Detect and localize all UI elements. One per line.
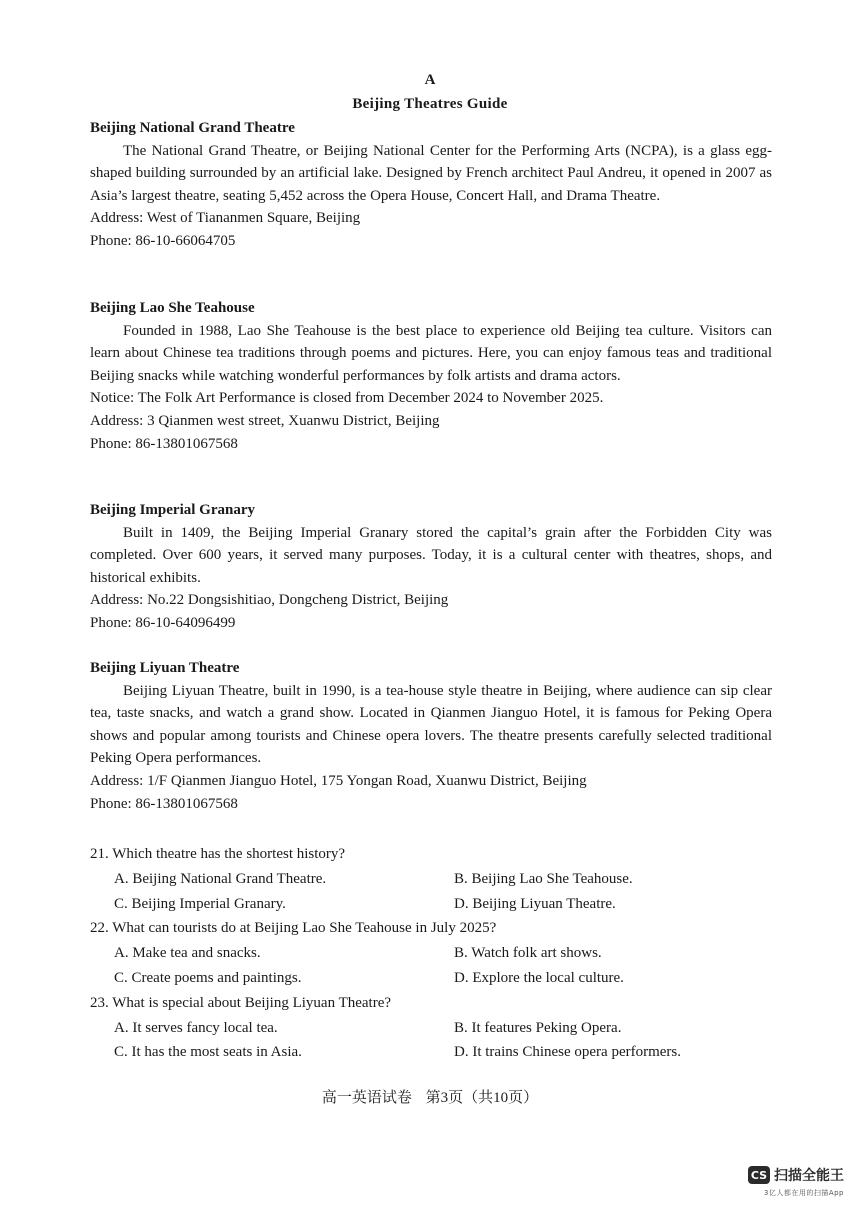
theatre-address: Address: No.22 Dongsishitiao, Dongcheng District, Beijing xyxy=(90,592,449,609)
option-d: D. It trains Chinese opera performers. xyxy=(454,1044,682,1061)
theatre-phone: Phone: 86-13801067568 xyxy=(90,795,238,812)
question-options xyxy=(90,941,790,991)
theatre-description: Beijing Liyuan Theatre, built in 1990, is a tea-house style theatre in Beijing, where audience can sip clear tea, taste snacks, and watch a grand show. Located in Qianmen Jianguo Hotel, it is famous for Peking Opera shows and popular among tourists and Chinese opera lovers. The theatre presents carefully selected traditional Peking Opera performances. xyxy=(90,682,772,767)
question-stem: 23. What is special about Beijing Liyuan Theatre? xyxy=(90,994,392,1011)
guide-title: Beijing Theatres Guide xyxy=(352,96,508,112)
theatre-phone: Phone: 86-13801067568 xyxy=(90,435,238,452)
option-c: C. Create poems and paintings. xyxy=(114,969,302,986)
theatre-name: Beijing Lao She Teahouse xyxy=(90,300,255,316)
option-d: D. Explore the local culture. xyxy=(454,969,624,986)
theatre-description: Built in 1409, the Beijing Imperial Granary stored the capital’s grain after the Forbidden City was completed. Over 600 years, it served many purposes. Today, it is a cultural center with theatres, shops, and historical exhibits. xyxy=(90,524,772,586)
page-footer xyxy=(0,1086,860,1107)
theatre-address: Address: 1/F Qianmen Jianguo Hotel, 175 Yongan Road, Xuanwu District, Beijing xyxy=(90,772,587,789)
theatre-entry-liyuan xyxy=(90,657,772,815)
theatre-entry-ncpa xyxy=(90,117,772,253)
option-b: B. Watch folk art shows. xyxy=(454,945,602,962)
option-a: A. It serves fancy local tea. xyxy=(114,1019,278,1036)
option-c: C. It has the most seats in Asia. xyxy=(114,1044,302,1061)
watermark-app-name: 扫描全能王 xyxy=(774,1168,844,1184)
question-options xyxy=(90,1016,790,1066)
page-number: 第3页（共10页） xyxy=(425,1090,539,1106)
question-options xyxy=(90,867,790,917)
theatre-name: Beijing Imperial Granary xyxy=(90,502,255,518)
theatre-phone: Phone: 86-10-66064705 xyxy=(90,232,236,249)
exam-name: 高一英语试卷 xyxy=(321,1090,412,1106)
camscanner-logo-icon: CS xyxy=(748,1166,770,1184)
section-letter: A xyxy=(424,72,436,88)
watermark-tagline: 3亿人都在用的扫描App xyxy=(763,1189,844,1197)
theatre-address: Address: 3 Qianmen west street, Xuanwu District, Beijing xyxy=(90,412,440,429)
question-stem: 22. What can tourists do at Beijing Lao She Teahouse in July 2025? xyxy=(90,920,497,937)
option-a: A. Make tea and snacks. xyxy=(114,945,261,962)
theatre-entry-granary xyxy=(90,499,772,635)
theatre-description: The National Grand Theatre, or Beijing National Center for the Performing Arts (NCPA), is a glass egg-shaped building surrounded by an artificial lake. Designed by French architect Paul Andreu, it opened in 2007 as Asia’s largest theatre, seating 5,452 across the Opera House, Concert Hall, and Drama Theatre. xyxy=(90,142,772,204)
theatre-name: Beijing Liyuan Theatre xyxy=(90,660,240,676)
question-list xyxy=(90,842,790,1065)
theatre-entry-lao-she xyxy=(90,297,772,455)
theatre-description: Founded in 1988, Lao She Teahouse is the best place to experience old Beijing tea culture. Visitors can learn about Chinese tea traditions through poems and pictures. Here, you can enjoy famous teas and traditional Beijing snacks while watching wonderful performances by folk artists and drama actors. xyxy=(90,322,772,384)
question-stem: 21. Which theatre has the shortest history? xyxy=(90,846,346,862)
theatre-name: Beijing National Grand Theatre xyxy=(90,120,295,136)
option-b: B. Beijing Lao She Teahouse. xyxy=(454,870,633,887)
option-d: D. Beijing Liyuan Theatre. xyxy=(454,895,616,912)
option-c: C. Beijing Imperial Granary. xyxy=(114,895,286,912)
scanner-watermark xyxy=(734,1165,844,1198)
option-a: A. Beijing National Grand Theatre. xyxy=(114,870,327,887)
theatre-phone: Phone: 86-10-64096499 xyxy=(90,614,236,631)
option-b: B. It features Peking Opera. xyxy=(454,1019,622,1036)
theatre-notice: Notice: The Folk Art Performance is closed from December 2024 to November 2025. xyxy=(90,390,604,407)
theatre-address: Address: West of Tiananmen Square, Beijing xyxy=(90,210,361,227)
